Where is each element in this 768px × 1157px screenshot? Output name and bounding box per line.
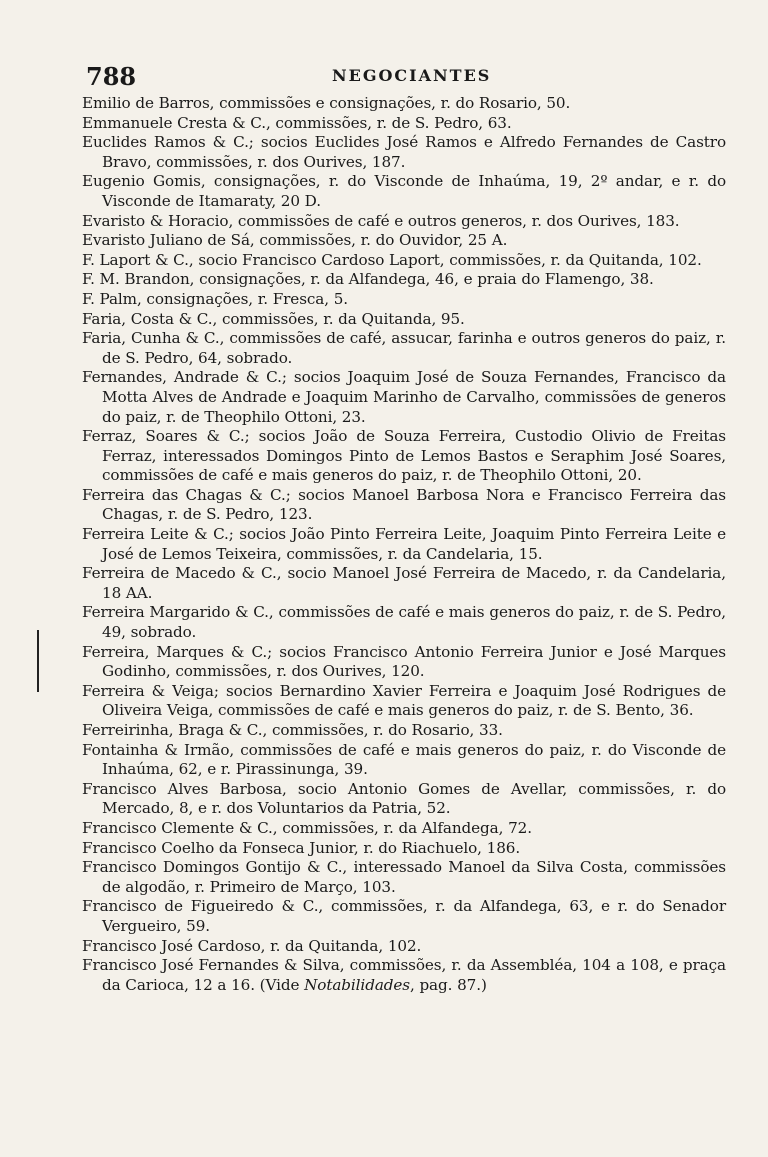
merchant-entry: F. Laport & C., socio Francisco Cardoso Laport, commissões, r. da Quitanda, 102. xyxy=(82,250,702,269)
merchant-entry: Emmanuele Cresta & C., commissões, r. de S. Pedro, 63. xyxy=(82,113,512,132)
entry-text: Francisco José Fernandes & Silva, commissões, r. da Assembléa, 104 a 108, e praça da Carioca, 12 a 16. (Vide xyxy=(82,956,726,994)
merchant-entry: F. M. Brandon, consignações, r. da Alfandega, 46, e praia do Flamengo, 38. xyxy=(82,270,654,289)
merchant-entry: Ferreira & Veiga; socios Bernardino Xavier Ferreira e Joaquim José Rodrigues de Oliveira Veiga, commissões de café e mais generos do paiz, r. de S. Bento, 36. xyxy=(82,681,726,720)
merchant-entry-last xyxy=(82,956,726,995)
merchant-entry: Francisco Alves Barbosa, socio Antonio Gomes de Avellar, commissões, r. do Mercado, 8, e r. dos Voluntarios da Patria, 52. xyxy=(82,779,726,818)
merchant-entry: F. Palm, consignações, r. Fresca, 5. xyxy=(82,289,348,308)
merchant-entry: Ferraz, Soares & C.; socios João de Souza Ferreira, Custodio Olivio de Freitas Ferraz, interessados Domingos Pinto de Lemos Bastos e Seraphim José Soares, commissões de café e mais generos do paiz, r. de Theophilo Ottoni, 20. xyxy=(82,427,726,485)
merchant-entry: Francisco Domingos Gontijo & C., interessado Manoel da Silva Costa, commissões de algodão, r. Primeiro de Março, 103. xyxy=(82,858,726,896)
entry-reference: Notabilidades xyxy=(304,975,410,994)
entry-text-end: , pag. 87.) xyxy=(409,975,487,994)
merchant-entry: Euclides Ramos & C.; socios Euclides José Ramos e Alfredo Fernandes de Castro Bravo, commissões, r. dos Ourives, 187. xyxy=(82,133,726,171)
merchant-entry: Francisco de Figueiredo & C., commissões, r. da Alfandega, 63, e r. do Senador Vergueiro, 59. xyxy=(82,897,726,935)
merchant-entry: Fontainha & Irmão, commissões de café e mais generos do paiz, r. do Visconde de Inhaúma, 62, e r. Pirassinunga, 39. xyxy=(82,740,726,779)
merchant-entry: Fernandes, Andrade & C.; socios Joaquim José de Souza Fernandes, Francisco da Motta Alves de Andrade e Joaquim Marinho de Carvalho, commissões de generos do paiz, r. de Theophilo Ottoni, 23. xyxy=(82,368,726,426)
directory-page xyxy=(82,60,726,995)
merchant-entry: Evaristo Juliano de Sá, commissões, r. do Ouvidor, 25 A. xyxy=(82,231,508,250)
merchant-list xyxy=(82,94,726,956)
merchant-entry: Francisco Coelho da Fonseca Junior, r. do Riachuelo, 186. xyxy=(82,838,521,857)
merchant-entry: Eugenio Gomis, consignações, r. do Visconde de Inhaúma, 19, 2º andar, e r. do Visconde de Itamaraty, 20 D. xyxy=(82,172,726,210)
merchant-entry: Francisco José Cardoso, r. da Quitanda, 102. xyxy=(82,936,422,955)
merchant-entry: Emilio de Barros, commissões e consignações, r. do Rosario, 50. xyxy=(82,94,571,112)
running-title: NEGOCIANTES xyxy=(332,66,492,85)
merchant-entry: Ferreira Margarido & C., commissões de café e mais generos do paiz, r. de S. Pedro, 49, sobrado. xyxy=(82,603,726,642)
margin-mark xyxy=(37,630,39,692)
merchant-entry: Ferreira de Macedo & C., socio Manoel José Ferreira de Macedo, r. da Candelaria, 18 AA. xyxy=(82,564,726,602)
page-header xyxy=(82,60,726,90)
merchant-entry: Faria, Costa & C., commissões, r. da Quitanda, 95. xyxy=(82,309,465,328)
merchant-entry: Francisco Clemente & C., commissões, r. da Alfandega, 72. xyxy=(82,818,532,837)
merchant-entry: Ferreira das Chagas & C.; socios Manoel Barbosa Nora e Francisco Ferreira das Chagas, r. de S. Pedro, 123. xyxy=(82,485,726,524)
merchant-entry: Ferreira, Marques & C.; socios Francisco Antonio Ferreira Junior e José Marques Godinho, commissões, r. dos Ourives, 120. xyxy=(82,642,726,681)
merchant-entry: Ferreira Leite & C.; socios João Pinto Ferreira Leite, Joaquim Pinto Ferreira Leite e José de Lemos Teixeira, commissões, r. da Candelaria, 15. xyxy=(82,525,726,563)
page-number: 788 xyxy=(86,62,137,91)
merchant-entry: Faria, Cunha & C., commissões de café, assucar, farinha e outros generos do paiz, r. de S. Pedro, 64, sobrado. xyxy=(82,329,726,367)
merchant-entry: Evaristo & Horacio, commissões de café e outros generos, r. dos Ourives, 183. xyxy=(82,211,680,230)
merchant-entry: Ferreirinha, Braga & C., commissões, r. do Rosario, 33. xyxy=(82,721,503,739)
